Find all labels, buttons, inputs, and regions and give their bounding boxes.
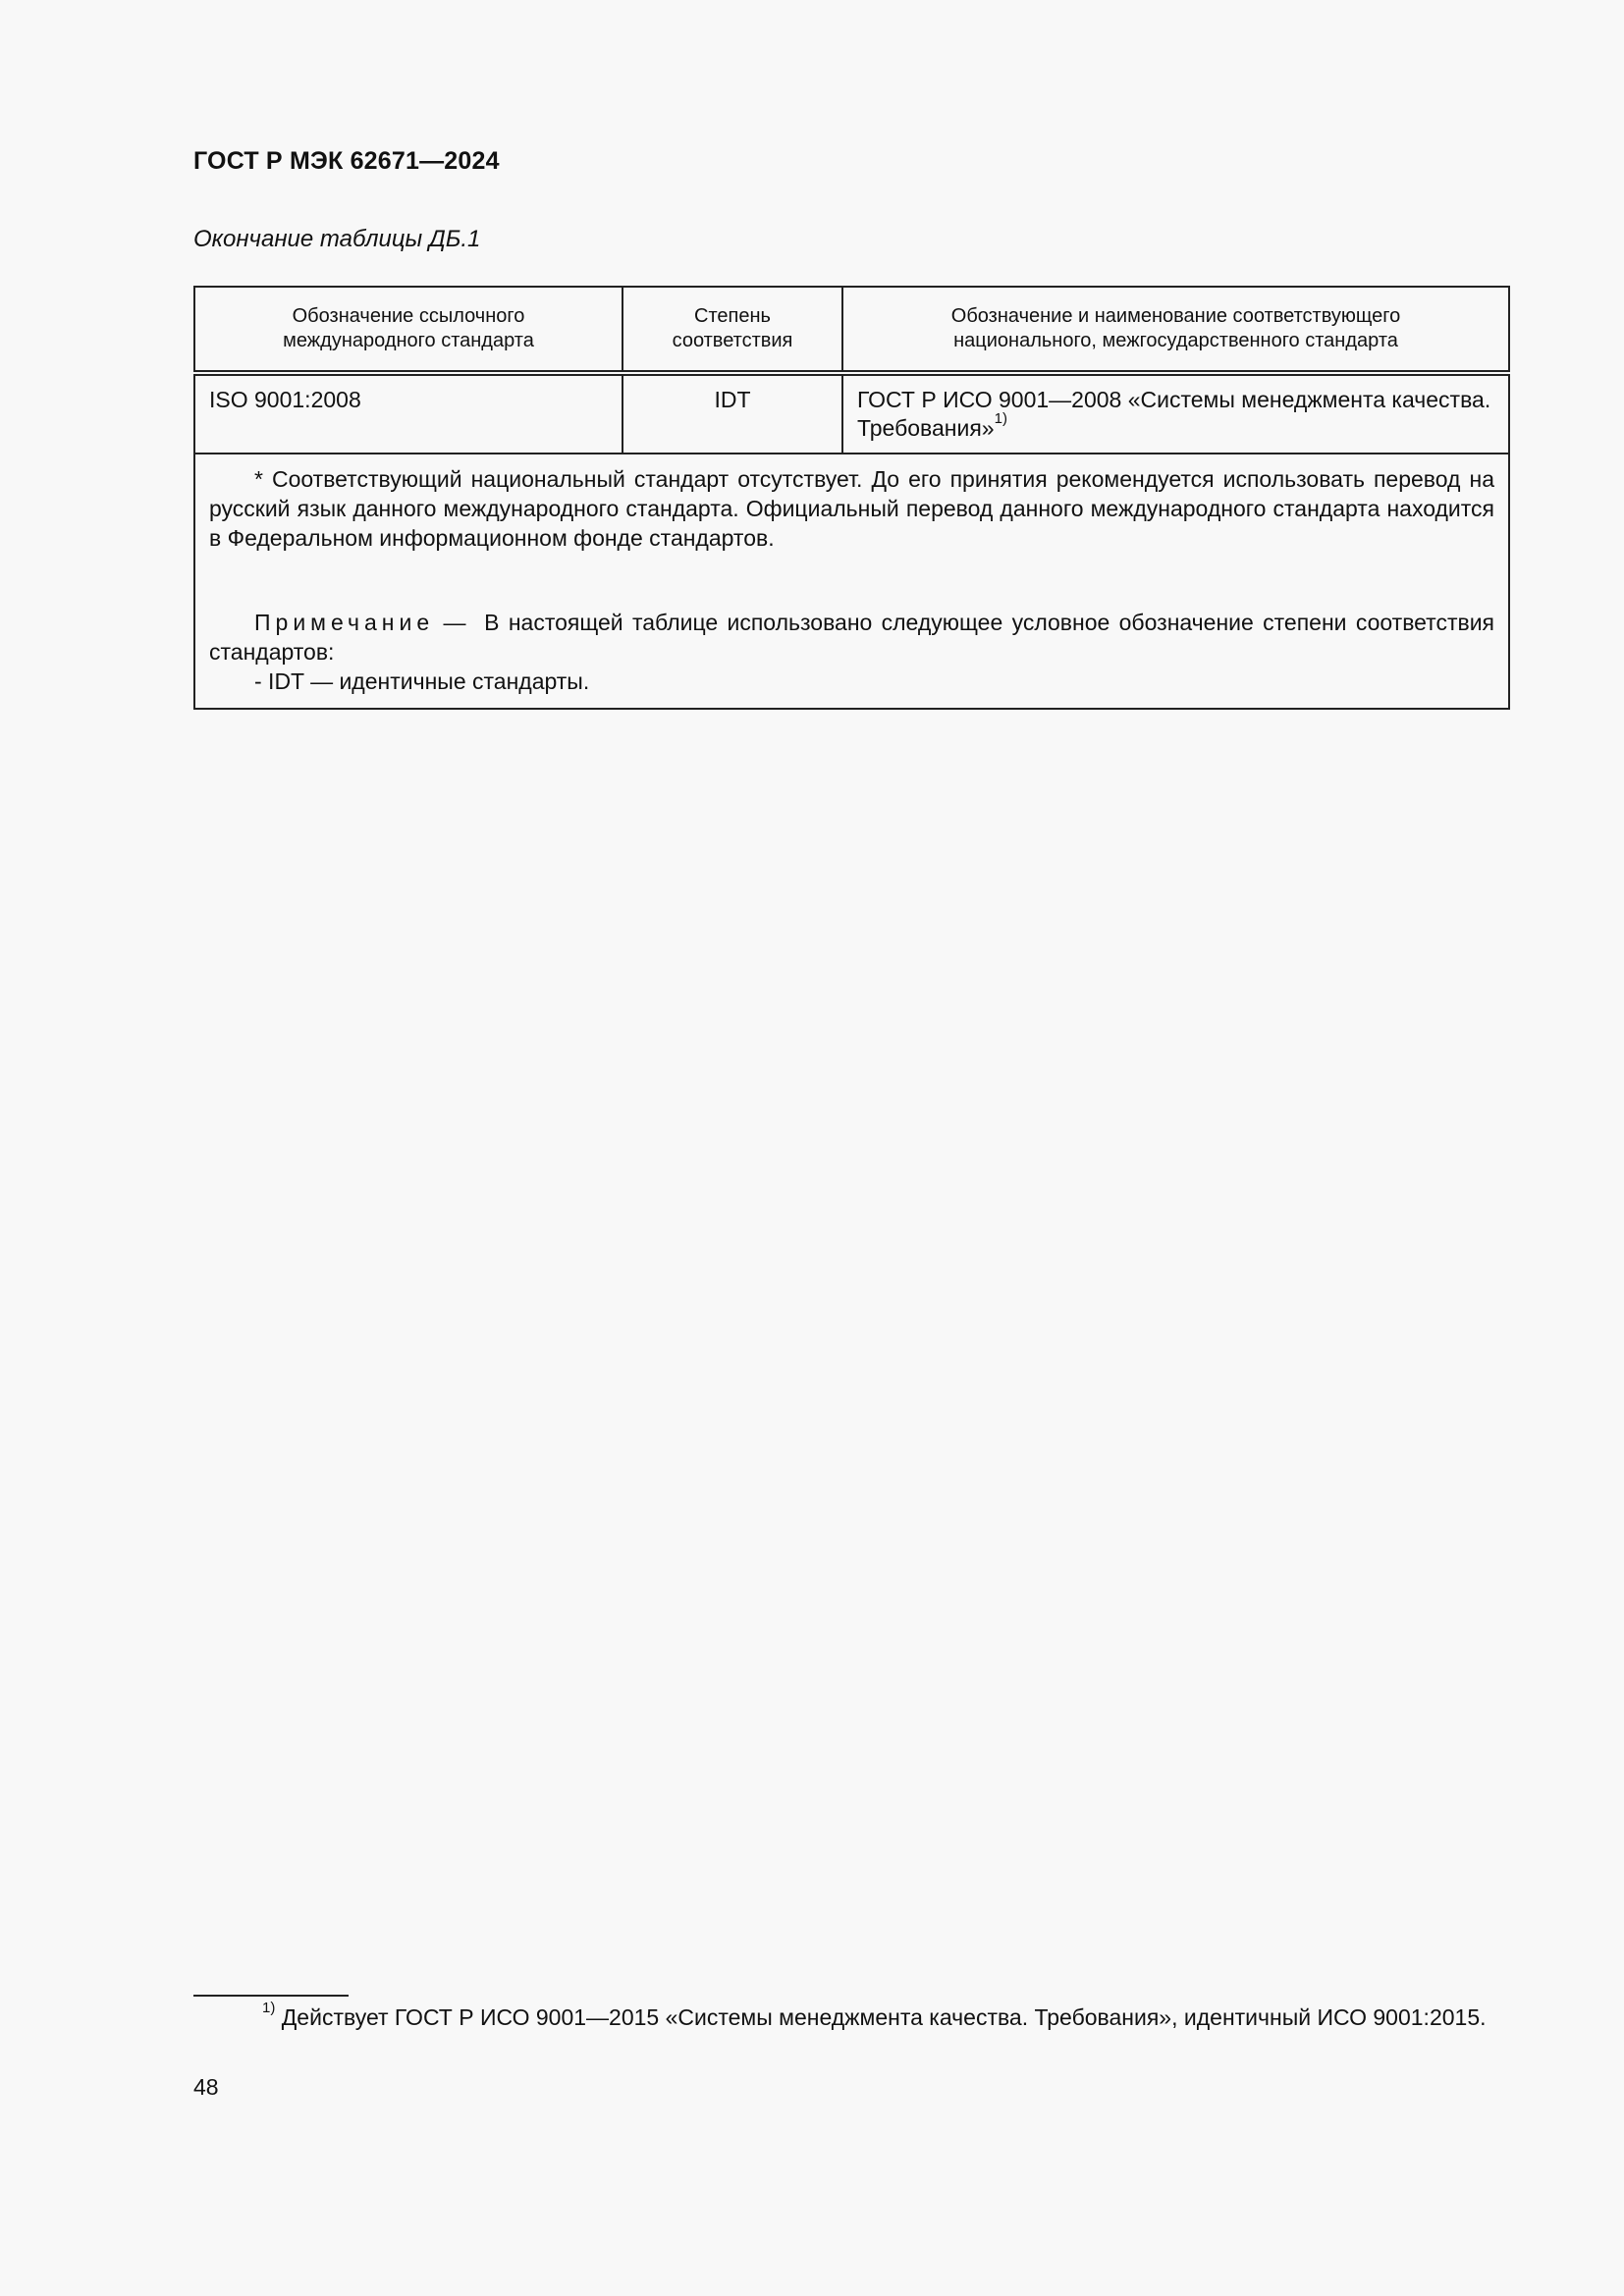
note-label: Примечание [254, 610, 435, 635]
asterisk-note: * Соответствующий национальный стандарт отсутствует. До его принятия рекомендуется использовать перевод на русский язык данного международного стандарта. Официальный перевод данного международного стандарта находится в Федеральном информационном фонде стандартов. [209, 466, 1494, 551]
footnote-mark-ref: 1) [994, 410, 1007, 428]
cell-degree: IDT [623, 373, 842, 454]
cell-reference-standard: ISO 9001:2008 [194, 373, 623, 454]
column-header-national-line1: Обозначение и наименование соответствующего [950, 305, 1401, 327]
reference-standards-table [193, 286, 1510, 710]
note-text: В настоящей таблице использовано следующее условное обозначение степени соответствия стандартов: [209, 610, 1495, 665]
national-standard-text: ГОСТ Р ИСО 9001—2008 «Системы менеджмента качества. Требования» [857, 387, 1491, 441]
column-header-reference-line2: международного стандарта [283, 330, 534, 351]
table-row [194, 373, 1509, 454]
column-header-national-line2: национального, межгосударственного стандарта [953, 330, 1398, 351]
page-number: 48 [193, 2074, 219, 2100]
table-caption: Окончание таблицы ДБ.1 [193, 226, 481, 252]
footnote-divider [193, 1995, 349, 1997]
document-code-header: ГОСТ Р МЭК 62671—2024 [193, 147, 500, 175]
note-list-item: - IDT — идентичные стандарты. [254, 668, 590, 694]
table-header-row [194, 287, 1509, 373]
table-note [209, 608, 1494, 667]
column-header-reference [194, 287, 623, 373]
table-notes-row [194, 454, 1509, 709]
footnote [193, 2002, 1508, 2032]
column-header-degree [623, 287, 842, 373]
column-header-reference-line1: Обозначение ссылочного [292, 305, 525, 327]
footnote-mark: 1) [262, 2000, 276, 2017]
table-notes-cell [194, 454, 1509, 709]
column-header-degree-line2: соответствия [672, 330, 793, 351]
footnote-text: Действует ГОСТ Р ИСО 9001—2015 «Системы менеджмента качества. Требования», идентичный ИСО 9001:2015. [281, 2004, 1487, 2030]
column-header-degree-line1: Степень [694, 305, 771, 327]
column-header-national [842, 287, 1509, 373]
note-dash: — [443, 610, 466, 635]
cell-national-standard [842, 373, 1509, 454]
